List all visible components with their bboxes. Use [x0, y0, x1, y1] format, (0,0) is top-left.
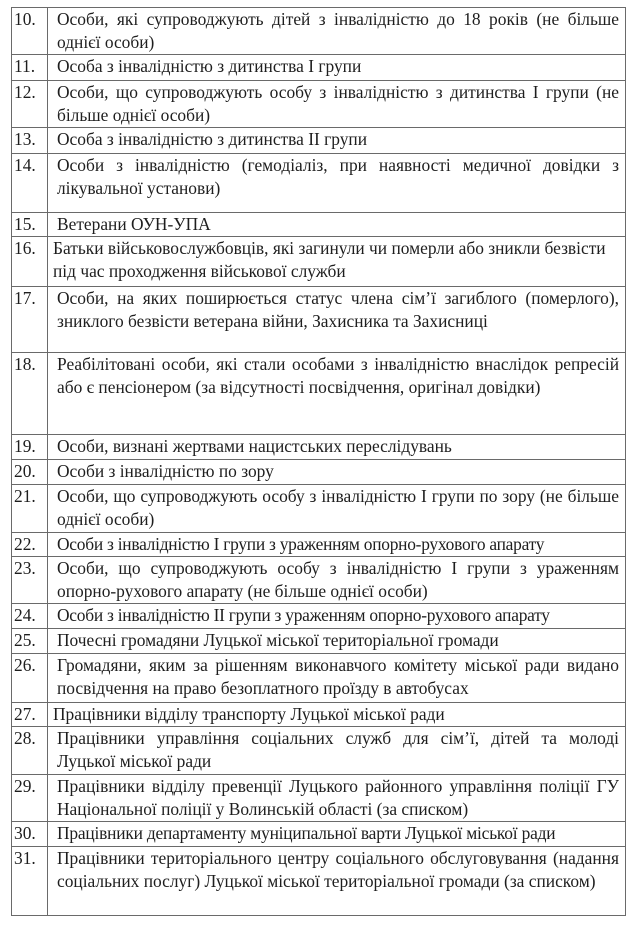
row-number: 31. [12, 847, 48, 916]
row-text: Особа з інвалідністю з дитинства І групи [48, 55, 626, 81]
table-row [12, 654, 626, 703]
row-number: 14. [12, 154, 48, 213]
row-number: 25. [12, 629, 48, 654]
row-text: Особи з інвалідністю по зору [48, 460, 626, 485]
table-row [12, 237, 626, 287]
row-text: Працівники відділу превенції Луцького районного управління поліції ГУ Національної поліції у Волинській області (за списком) [48, 775, 626, 822]
table-row [12, 775, 626, 822]
row-text: Особи, що супроводжують особу з інвалідністю І групи з ураженням опорно-рухового апарату (не більше однієї особи) [48, 557, 626, 604]
row-text: Особи, що супроводжують особу з інвалідністю І групи по зору (не більше однієї особи) [48, 485, 626, 533]
table-row [12, 353, 626, 435]
table-row [12, 81, 626, 128]
row-number: 13. [12, 128, 48, 154]
row-text: Особи, які супроводжують дітей з інвалідністю до 18 років (не більше однієї особи) [48, 8, 626, 55]
table-row [12, 727, 626, 775]
table-row [12, 55, 626, 81]
table-row [12, 435, 626, 460]
row-text: Почесні громадяни Луцької міської територіальної громади [48, 629, 626, 654]
row-number: 28. [12, 727, 48, 775]
row-number: 23. [12, 557, 48, 604]
row-number: 11. [12, 55, 48, 81]
beneficiaries-table [11, 7, 626, 916]
table-row [12, 287, 626, 353]
table-row [12, 604, 626, 629]
row-number: 21. [12, 485, 48, 533]
row-number: 12. [12, 81, 48, 128]
row-text: Працівники територіального центру соціального обслуговування (надання соціальних послуг) Луцької міської територіальної громади (за списком) [48, 847, 626, 916]
table-row [12, 629, 626, 654]
row-number: 22. [12, 533, 48, 557]
table-row [12, 485, 626, 533]
row-number: 30. [12, 822, 48, 847]
row-text: Батьки військовослужбовців, які загинули чи померли або зникли безвісти під час проходження військової служби [48, 237, 626, 287]
row-text: Особа з інвалідністю з дитинства ІІ групи [48, 128, 626, 154]
row-number: 24. [12, 604, 48, 629]
row-number: 16. [12, 237, 48, 287]
table-row [12, 703, 626, 727]
row-number: 18. [12, 353, 48, 435]
row-text: Реабілітовані особи, які стали особами з інвалідністю внаслідок репресій або є пенсіонером (за відсутності посвідчення, оригінал довідки) [48, 353, 626, 435]
row-text: Особи, визнані жертвами нацистських переслідувань [48, 435, 626, 460]
row-text: Працівники відділу транспорту Луцької міської ради [48, 703, 626, 727]
row-text: Працівники департаменту муніципальної варти Луцької міської ради [48, 822, 626, 847]
table-row [12, 533, 626, 557]
table-row [12, 822, 626, 847]
table-row [12, 847, 626, 916]
table-row [12, 8, 626, 55]
row-text: Особи, на яких поширюється статус члена сім’ї загиблого (померлого), зниклого безвісти ветерана війни, Захисника та Захисниці [48, 287, 626, 353]
row-text: Працівники управління соціальних служб для сім’ї, дітей та молоді Луцької міської ради [48, 727, 626, 775]
row-text: Ветерани ОУН-УПА [48, 213, 626, 237]
row-number: 26. [12, 654, 48, 703]
row-text: Особи, що супроводжують особу з інвалідністю з дитинства І групи (не більше однієї особи) [48, 81, 626, 128]
row-number: 20. [12, 460, 48, 485]
table-row [12, 213, 626, 237]
row-number: 27. [12, 703, 48, 727]
row-number: 19. [12, 435, 48, 460]
row-number: 17. [12, 287, 48, 353]
row-text: Особи з інвалідністю ІІ групи з ураженням опорно-рухового апарату [48, 604, 626, 629]
row-number: 10. [12, 8, 48, 55]
row-number: 15. [12, 213, 48, 237]
row-text: Громадяни, яким за рішенням виконавчого комітету міської ради видано посвідчення на право безоплатного проїзду в автобусах [48, 654, 626, 703]
row-number: 29. [12, 775, 48, 822]
row-text: Особи з інвалідністю (гемодіаліз, при наявності медичної довідки з лікувальної установи) [48, 154, 626, 213]
row-text: Особи з інвалідністю І групи з ураженням опорно-рухового апарату [48, 533, 626, 557]
table-row [12, 128, 626, 154]
table-row [12, 154, 626, 213]
table-row [12, 460, 626, 485]
table-row [12, 557, 626, 604]
